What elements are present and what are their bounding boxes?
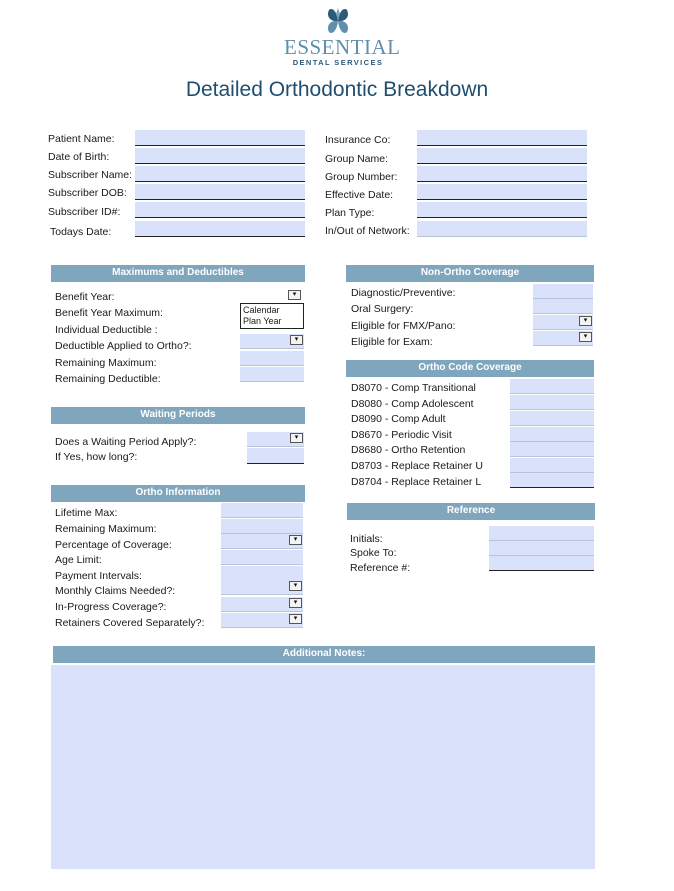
in-progress-label: In-Progress Coverage?: [55, 601, 167, 613]
monthly-claims-label: Monthly Claims Needed?: [55, 585, 176, 597]
page-title: Detailed Orthodontic Breakdown [185, 78, 489, 101]
code-d8090-label: D8090 - Comp Adult [351, 413, 446, 425]
exam-label: Eligible for Exam: [351, 336, 433, 348]
insurance-co-field[interactable] [417, 130, 587, 146]
age-limit-label: Age Limit: [55, 554, 102, 566]
patient-name-field[interactable] [135, 130, 305, 146]
code-d8090-field[interactable] [510, 411, 594, 426]
code-d8070-field[interactable] [510, 379, 594, 394]
network-field[interactable] [417, 221, 587, 237]
code-d8704-field[interactable] [510, 473, 594, 488]
chevron-down-icon[interactable]: ▾ [289, 614, 302, 624]
group-name-label: Group Name: [325, 153, 389, 165]
fmx-pano-label: Eligible for FMX/Pano: [351, 320, 456, 332]
benefit-year-label: Benefit Year: [55, 291, 115, 303]
benefit-year-max-label: Benefit Year Maximum: [55, 307, 163, 319]
fmx-pano-dropdown[interactable] [533, 315, 593, 330]
deductible-applied-label: Deductible Applied to Ortho?: [55, 340, 192, 352]
in-progress-dropdown[interactable] [221, 597, 303, 612]
notes-textarea[interactable] [51, 665, 595, 869]
chevron-down-icon[interactable]: ▾ [289, 535, 302, 545]
non-ortho-header: Non-Ortho Coverage [346, 265, 594, 282]
code-d8680-label: D8680 - Ortho Retention [351, 444, 466, 456]
waiting-apply-label: Does a Waiting Period Apply?: [55, 436, 197, 448]
ortho-remaining-max-field[interactable] [221, 519, 303, 534]
oral-surgery-field[interactable] [533, 299, 593, 314]
ortho-info-header: Ortho Information [51, 485, 305, 502]
remaining-deductible-label: Remaining Deductible: [55, 373, 161, 385]
benefit-year-dropdown[interactable] [286, 290, 301, 301]
benefit-year-options [240, 303, 304, 329]
option-calendar[interactable]: Calendar [243, 305, 280, 315]
notes-header: Additional Notes: [53, 646, 595, 663]
oral-surgery-label: Oral Surgery: [351, 303, 414, 315]
payment-intervals-label: Payment Intervals: [55, 570, 142, 582]
chevron-down-icon[interactable]: ▾ [288, 290, 301, 300]
group-number-field[interactable] [417, 166, 587, 182]
subscriber-dob-label: Subscriber DOB: [48, 187, 127, 199]
patient-name-label: Patient Name: [48, 133, 115, 145]
plan-type-field[interactable] [417, 202, 587, 218]
todays-date-label: Todays Date: [50, 226, 112, 238]
code-d8703-label: D8703 - Replace Retainer U [351, 460, 483, 472]
code-d8670-field[interactable] [510, 427, 594, 442]
dob-label: Date of Birth: [48, 151, 110, 163]
waiting-header: Waiting Periods [51, 407, 305, 424]
chevron-down-icon[interactable]: ▾ [289, 598, 302, 608]
effective-date-label: Effective Date: [325, 189, 394, 201]
group-number-label: Group Number: [325, 171, 398, 183]
lifetime-max-field[interactable] [221, 503, 303, 518]
reference-number-field[interactable] [489, 556, 594, 571]
code-d8080-label: D8080 - Comp Adolescent [351, 398, 474, 410]
diagnostic-label: Diagnostic/Preventive: [351, 287, 456, 299]
chevron-down-icon[interactable]: ▾ [290, 335, 303, 345]
payment-intervals-field[interactable] [221, 566, 303, 581]
chevron-down-icon[interactable]: ▾ [289, 581, 302, 591]
reference-header: Reference [347, 503, 595, 520]
chevron-down-icon[interactable]: ▾ [579, 332, 592, 342]
deductible-applied-dropdown[interactable] [240, 334, 304, 349]
logo-subtitle: DENTAL SERVICES [292, 58, 384, 67]
todays-date-field[interactable] [135, 221, 305, 237]
spoke-to-label: Spoke To: [350, 547, 397, 559]
maximums-header: Maximums and Deductibles [51, 265, 305, 282]
dob-field[interactable] [135, 148, 305, 164]
lifetime-max-label: Lifetime Max: [55, 507, 118, 519]
age-limit-field[interactable] [221, 550, 303, 565]
monthly-claims-dropdown[interactable] [221, 580, 303, 595]
ortho-remaining-max-label: Remaining Maximum: [55, 523, 157, 535]
group-name-field[interactable] [417, 148, 587, 164]
remaining-max-label: Remaining Maximum: [55, 357, 157, 369]
retainers-dropdown[interactable] [221, 613, 303, 628]
chevron-down-icon[interactable]: ▾ [290, 433, 303, 443]
remaining-max-field[interactable] [240, 351, 304, 366]
initials-label: Initials: [350, 533, 383, 545]
subscriber-name-field[interactable] [135, 166, 305, 182]
remaining-deductible-field[interactable] [240, 367, 304, 382]
code-d8080-field[interactable] [510, 395, 594, 410]
coverage-percent-dropdown[interactable] [221, 534, 303, 549]
code-d8680-field[interactable] [510, 442, 594, 457]
waiting-length-label: If Yes, how long?: [55, 451, 138, 463]
subscriber-id-label: Subscriber ID#: [48, 206, 121, 218]
spoke-to-field[interactable] [489, 541, 594, 556]
subscriber-id-field[interactable] [135, 202, 305, 218]
effective-date-field[interactable] [417, 184, 587, 200]
code-d8070-label: D8070 - Comp Transitional [351, 382, 476, 394]
chevron-down-icon[interactable]: ▾ [579, 316, 592, 326]
plan-type-label: Plan Type: [325, 207, 375, 219]
code-d8703-field[interactable] [510, 458, 594, 473]
logo-wordmark: ESSENTIAL [284, 35, 401, 59]
subscriber-name-label: Subscriber Name: [48, 169, 133, 181]
waiting-length-field[interactable] [247, 448, 304, 464]
exam-dropdown[interactable] [533, 331, 593, 346]
subscriber-dob-field[interactable] [135, 184, 305, 200]
reference-number-label: Reference #: [350, 562, 411, 574]
diagnostic-field[interactable] [533, 284, 593, 299]
code-d8670-label: D8670 - Periodic Visit [351, 429, 452, 441]
code-d8704-label: D8704 - Replace Retainer L [351, 476, 482, 488]
ortho-codes-header: Ortho Code Coverage [346, 360, 594, 377]
logo-flower-icon [322, 6, 354, 36]
option-plan-year[interactable]: Plan Year [243, 316, 282, 326]
network-label: In/Out of Network: [325, 225, 410, 237]
initials-field[interactable] [489, 526, 594, 541]
coverage-percent-label: Percentage of Coverage: [55, 539, 172, 551]
retainers-label: Retainers Covered Separately?: [55, 617, 205, 629]
waiting-apply-dropdown[interactable] [247, 432, 304, 447]
individual-deductible-label: Individual Deductible : [55, 324, 158, 336]
insurance-co-label: Insurance Co: [325, 134, 391, 146]
